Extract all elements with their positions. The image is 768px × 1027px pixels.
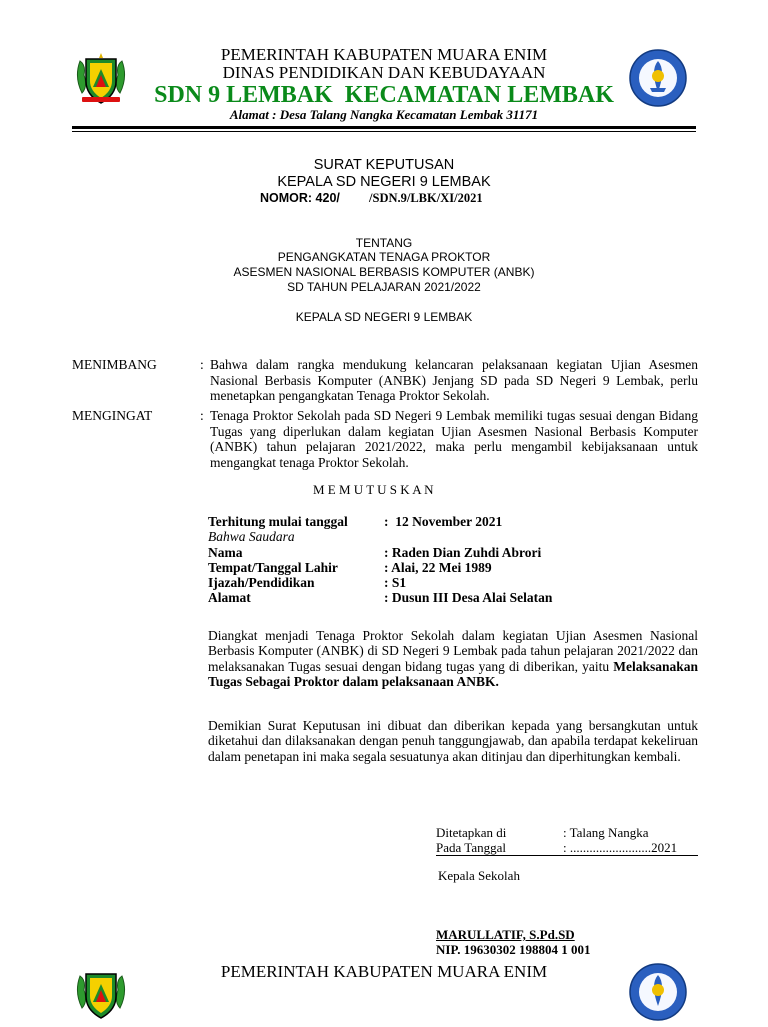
issuer-heading: KEPALA SD NEGERI 9 LEMBAK bbox=[295, 310, 473, 324]
detail-label: Tempat/Tanggal Lahir bbox=[208, 560, 338, 575]
detail-value: : Dusun III Desa Alai Selatan bbox=[384, 590, 553, 605]
letterhead-address: Alamat : Desa Talang Nangka Kecamatan Lembak 31171 bbox=[229, 107, 539, 122]
start-date-value: : 12 November 2021 bbox=[384, 514, 503, 529]
decree-issuer: KEPALA SD NEGERI 9 LEMBAK bbox=[277, 174, 491, 190]
ditetapkan-label: Ditetapkan di bbox=[436, 825, 507, 840]
menimbang-colon: : bbox=[200, 357, 204, 372]
decree-number bbox=[260, 191, 483, 206]
detail-label: Ijazah/Pendidikan bbox=[208, 575, 315, 590]
detail-row bbox=[208, 575, 406, 591]
letterhead-line2: DINAS PENDIDIKAN DAN KEBUDAYAAN bbox=[222, 63, 546, 82]
start-date-label: Terhitung mulai tanggal bbox=[208, 514, 348, 529]
detail-value: : S1 bbox=[384, 575, 407, 590]
signatory-role: Kepala Sekolah bbox=[438, 868, 520, 883]
tanggal-label: Pada Tanggal bbox=[436, 840, 506, 855]
tentang-line2: ASESMEN NASIONAL BERBASIS KOMPUTER (ANBK) bbox=[233, 265, 535, 279]
tentang-line3: SD TAHUN PELAJARAN 2021/2022 bbox=[287, 280, 481, 294]
decree-title: SURAT KEPUTUSAN bbox=[313, 157, 455, 173]
school-name: SDN 9 LEMBAK KECAMATAN LEMBAK bbox=[154, 82, 614, 108]
memutuskan-heading: M E M U T U S K A N bbox=[313, 482, 434, 497]
appointment-paragraph bbox=[208, 628, 698, 690]
menimbang-text: Bahwa dalam rangka mendukung kelancaran pelaksanaan kegiatan Ujian Asesmen Nasional Berbasis Komputer (ANBK) Jenjang SD pada SD Negeri 9 Lembak, perlu menetapkan pengangkatan Tenaga Proktor Sekolah. bbox=[210, 357, 698, 403]
signature-rule bbox=[436, 855, 698, 856]
signatory-nip: NIP. 19630302 198804 1 001 bbox=[436, 942, 591, 957]
footer-line1: PEMERINTAH KABUPATEN MUARA ENIM bbox=[220, 962, 548, 981]
detail-label: Nama bbox=[208, 545, 243, 560]
tanggal-value: : .........................2021 bbox=[563, 840, 678, 855]
start-date-row bbox=[208, 514, 502, 530]
detail-value: : Raden Dian Zuhdi Abrori bbox=[384, 545, 542, 560]
mengingat-text: Tenaga Proktor Sekolah pada SD Negeri 9 Lembak memiliki tugas sesuai dengan Bidang Tugas yang diperlukan dalam kegiatan Ujian Asesmen Nasional Berbasis Komputer (ANBK) tahun pelajaran 2021/2022, maka perlu mengambil kebijaksanaan untuk mengangkat tenaga Proktor Sekolah. bbox=[210, 408, 698, 470]
nomor-label: NOMOR: 420/ bbox=[260, 191, 340, 205]
ditetapkan-value: : Talang Nangka bbox=[563, 825, 649, 840]
detail-row bbox=[208, 590, 552, 606]
mengingat-label: MENGINGAT bbox=[72, 408, 153, 423]
header-rule bbox=[72, 126, 696, 132]
detail-value: : Alai, 22 Mei 1989 bbox=[384, 560, 492, 575]
detail-row bbox=[208, 560, 492, 576]
tentang-line1: PENGANGKATAN TENAGA PROKTOR bbox=[277, 250, 491, 264]
letterhead-line1: PEMERINTAH KABUPATEN MUARA ENIM bbox=[220, 45, 548, 64]
appointment-text: Diangkat menjadi Tenaga Proktor Sekolah dalam kegiatan Ujian Asesmen Nasional Berbasis Komputer (ANBK) di SD Negeri 9 Lembak pada tahun pelajaran 2021/2022 dan melaksanakan Tugas sesuai dengan bidang tugas yang di diberikan, yaitu bbox=[208, 628, 698, 674]
tentang-label: TENTANG bbox=[355, 236, 413, 250]
appointment-duty: Melaksanakan Tugas Sebagai Proktor dalam pelaksanaan ANBK. bbox=[208, 658, 699, 690]
detail-label: Alamat bbox=[208, 590, 251, 605]
signatory-name: MARULLATIF, S.Pd.SD bbox=[436, 927, 575, 942]
bahwa-saudara: Bahwa Saudara bbox=[208, 529, 295, 544]
detail-row bbox=[208, 545, 541, 561]
menimbang-label: MENIMBANG bbox=[72, 357, 157, 372]
mengingat-colon: : bbox=[200, 408, 204, 423]
nomor-value: /SDN.9/LBK/XI/2021 bbox=[369, 191, 483, 205]
closing-paragraph: Demikian Surat Keputusan ini dibuat dan diberikan kepada yang bersangkutan untuk diketahui dan dilaksanakan dengan penuh tanggungjawab, dan apabila terdapat kekeliruan dalam penetapan ini maka segala sesuatunya akan ditinjau dan diperhitungkan kembali. bbox=[208, 718, 698, 764]
